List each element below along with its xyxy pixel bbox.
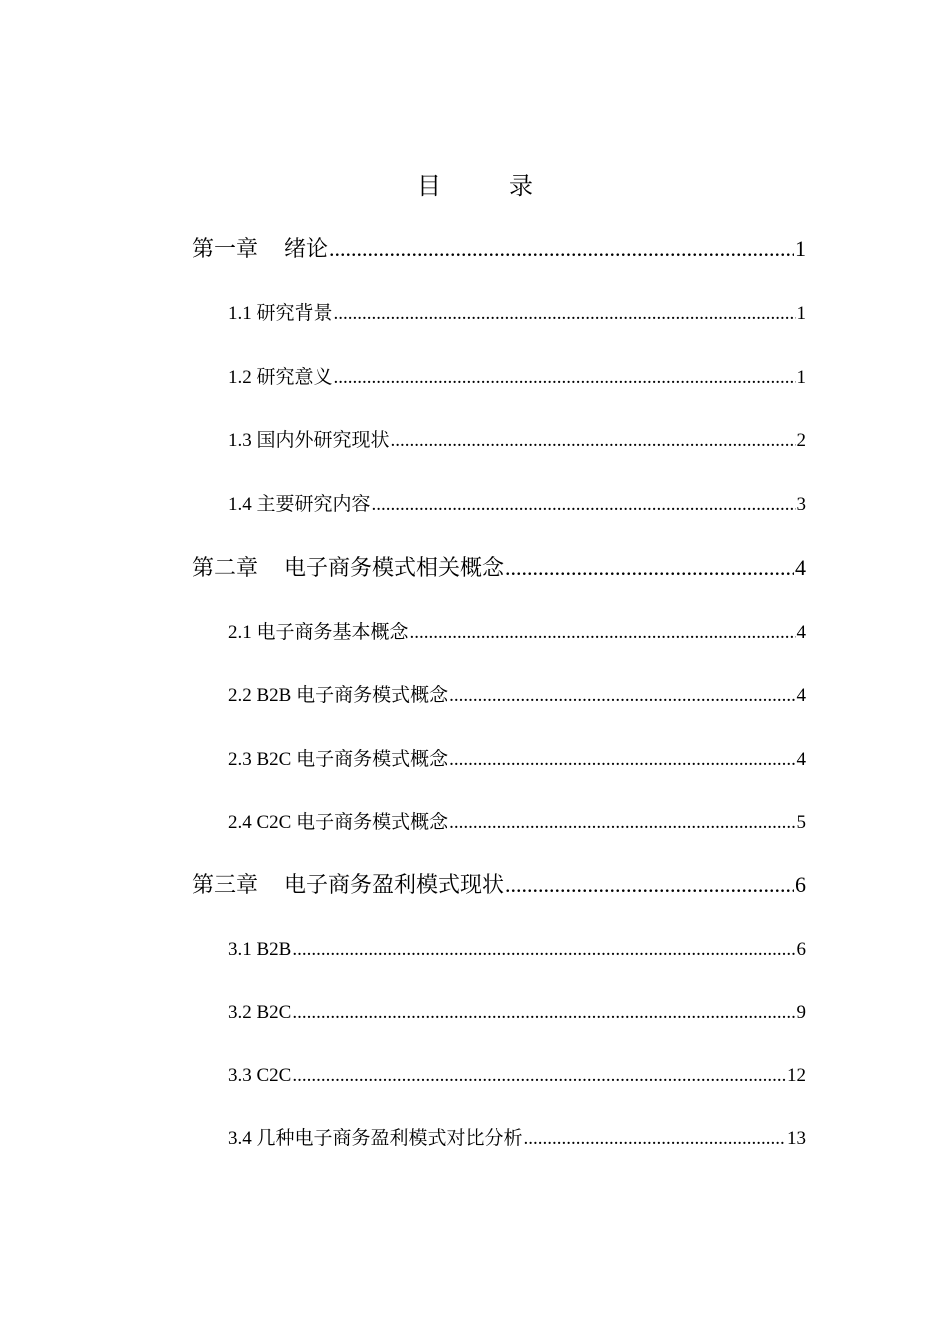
toc-entry-text: B2C 电子商务模式概念 xyxy=(256,749,449,770)
toc-entry-number: 第一章 xyxy=(192,236,259,261)
toc-page-number: 1 xyxy=(795,236,806,261)
toc-dot-leader xyxy=(334,300,796,328)
toc-entry-text: 绪论 xyxy=(284,236,329,261)
toc-entry-text: 研究意义 xyxy=(256,367,333,388)
toc-dot-leader xyxy=(449,809,795,837)
toc-page-number: 1 xyxy=(796,367,806,388)
toc-entry-number: 3.2 xyxy=(228,1002,252,1023)
toc-page-number: 5 xyxy=(796,812,806,833)
toc-dot-leader xyxy=(524,1125,786,1153)
toc-entry-chapter-1[interactable] xyxy=(192,234,806,264)
toc-entry-number: 1.4 xyxy=(228,494,252,515)
toc-entry-number: 2.2 xyxy=(228,685,252,706)
toc-page-number: 4 xyxy=(796,685,806,706)
toc-entry-section-2-2[interactable] xyxy=(228,682,806,710)
toc-dot-leader xyxy=(329,234,794,264)
toc-page-number: 6 xyxy=(795,872,806,897)
toc-dot-leader xyxy=(449,682,795,710)
toc-page-number: 3 xyxy=(796,494,806,515)
toc-entry-text: C2C xyxy=(256,1065,292,1086)
toc-dot-leader xyxy=(410,619,796,647)
toc-page-number: 6 xyxy=(796,939,806,960)
toc-entry-text: 电子商务基本概念 xyxy=(256,622,409,643)
toc-entry-text: B2C xyxy=(256,1002,292,1023)
toc-entry-number: 2.4 xyxy=(228,812,252,833)
toc-entry-text: 主要研究内容 xyxy=(256,494,371,515)
toc-dot-leader xyxy=(292,999,795,1027)
toc-page-number: 4 xyxy=(795,555,806,580)
toc-entry-section-2-4[interactable] xyxy=(228,809,806,837)
toc-dot-leader xyxy=(334,364,796,392)
toc-entry-chapter-2[interactable] xyxy=(192,553,806,583)
toc-entry-number: 第三章 xyxy=(192,872,259,897)
toc-entry-section-2-1[interactable] xyxy=(228,619,806,647)
toc-entry-section-3-2[interactable] xyxy=(228,999,806,1027)
toc-entry-section-3-4[interactable] xyxy=(228,1125,806,1153)
toc-entry-text: C2C 电子商务模式概念 xyxy=(256,812,449,833)
toc-dot-leader xyxy=(505,553,794,583)
toc-entry-section-2-3[interactable] xyxy=(228,746,806,774)
toc-entry-chapter-3[interactable] xyxy=(192,870,806,900)
toc-page-number: 4 xyxy=(796,622,806,643)
toc-dot-leader xyxy=(292,1062,786,1090)
toc-page-number: 13 xyxy=(787,1128,806,1149)
toc-entry-text: 国内外研究现状 xyxy=(256,430,390,451)
toc-entry-number: 3.3 xyxy=(228,1065,252,1086)
toc-entry-text: B2B 电子商务模式概念 xyxy=(256,685,449,706)
toc-dot-leader xyxy=(391,427,796,455)
toc-dot-leader xyxy=(372,491,796,519)
toc-entry-number: 1.2 xyxy=(228,367,252,388)
toc-entry-number: 1.1 xyxy=(228,303,252,324)
toc-page-number: 9 xyxy=(796,1002,806,1023)
toc-entry-text: 研究背景 xyxy=(256,303,333,324)
toc-page-number: 2 xyxy=(796,430,806,451)
toc-dot-leader xyxy=(449,746,795,774)
toc-page-number: 4 xyxy=(796,749,806,770)
toc-dot-leader xyxy=(505,870,794,900)
toc-entry-section-1-1[interactable] xyxy=(228,300,806,328)
toc-entry-text: B2B xyxy=(256,939,292,960)
toc-entry-number: 2.1 xyxy=(228,622,252,643)
toc-entry-text: 电子商务模式相关概念 xyxy=(284,555,505,580)
toc-entry-section-3-1[interactable] xyxy=(228,936,806,964)
toc-entry-number: 3.4 xyxy=(228,1128,252,1149)
toc-entry-number: 2.3 xyxy=(228,749,252,770)
toc-page-number: 1 xyxy=(796,303,806,324)
toc-entry-section-1-4[interactable] xyxy=(228,491,806,519)
toc-entry-text: 电子商务盈利模式现状 xyxy=(284,872,505,897)
toc-entry-section-3-3[interactable] xyxy=(228,1062,806,1090)
toc-dot-leader xyxy=(292,936,795,964)
toc-entry-number: 第二章 xyxy=(192,555,259,580)
toc-entry-section-1-3[interactable] xyxy=(228,427,806,455)
toc-entry-section-1-2[interactable] xyxy=(228,364,806,392)
toc-entry-number: 3.1 xyxy=(228,939,252,960)
toc-entry-number: 1.3 xyxy=(228,430,252,451)
toc-title: 目 录 xyxy=(417,174,555,200)
toc-page-number: 12 xyxy=(787,1065,806,1086)
toc-entry-text: 几种电子商务盈利模式对比分析 xyxy=(256,1128,523,1149)
